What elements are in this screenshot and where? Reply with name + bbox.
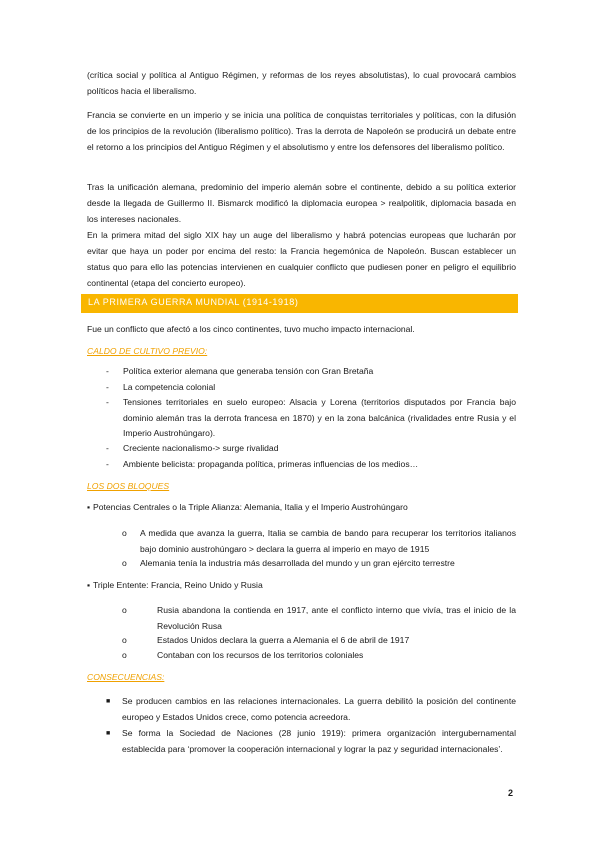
section-title: LA PRIMERA GUERRA MUNDIAL (1914-1918) xyxy=(88,297,299,307)
list-item: o Alemania tenía la industria más desarrollada del mundo y un gran ejército terrestre xyxy=(122,556,516,572)
dash-marker: - xyxy=(106,397,109,407)
subheading-caldo: CALDO DE CULTIVO PREVIO: xyxy=(87,346,208,356)
dash-marker: - xyxy=(106,459,109,469)
list-item: o Rusia abandona la contienda en 1917, ante el conflicto interno que vivía, tras el inicio de la Revolución Rusa xyxy=(122,605,516,631)
list-item: - Ambiente belicista: propaganda política, primeras influencias de los medios… xyxy=(106,457,516,473)
circle-marker: o xyxy=(122,528,127,538)
list-item: - Tensiones territoriales en suelo europeo: Alsacia y Lorena (territorios disputados por Francia bajo dominio alemán tras la derrota francesa en 1870) y en la zona balcánica (rivalidades entre Rusia y el Imperio Austrohúngaro). xyxy=(106,397,516,438)
list-item: o A medida que avanza la guerra, Italia se cambia de bando para recuperar los territorios italianos bajo dominio austrohúngaro > declara la guerra al imperio en mayo de 1915 xyxy=(122,528,516,554)
paragraph-napoleon: Francia se convierte en un imperio y se inicia una política de conquistas territoriales y políticas, con la difusión de los principios de la revolución (liberalismo político). Tras la derrota de Napoleón se producirá un debate entre el retorno a los principios del Antiguo Régimen y el absolutismo y entre los defensores del liberalismo político. xyxy=(87,110,516,152)
paragraph-concierto-europeo: En la primera mitad del siglo XIX hay un auge del liberalismo y habrá potencias europeas que lucharán por evitar que haya un poder por encima del resto: la Francia hegemónica de Napoleón. Buscan establecer un status quo para ello las potencias intervienen en cualquier conflicto que pudiesen poner en peligro el equilibrio continental (etapa del concierto europeo). xyxy=(87,230,516,288)
bloque-alianza: ▪ Potencias Centrales o la Triple Alianza: Alemania, Italia y el Imperio Austrohúngaro xyxy=(87,500,516,516)
page-number: 2 xyxy=(508,788,514,798)
square-bullet-icon: ■ xyxy=(106,730,111,737)
list-item: o Estados Unidos declara la guerra a Alemania el 6 de abril de 1917 xyxy=(122,633,516,649)
list-item: - La competencia colonial xyxy=(106,380,516,396)
dash-marker: - xyxy=(106,443,109,453)
list-item: - Política exterior alemana que generaba tensión con Gran Bretaña xyxy=(106,364,516,380)
square-bullet-icon: ■ xyxy=(106,698,111,705)
list-item: o Contaban con los recursos de los territorios coloniales xyxy=(122,648,516,664)
circle-marker: o xyxy=(122,605,127,615)
list-item: ■ Se producen cambios en las relaciones internacionales. La guerra debilitó la posición del continente europeo y Estados Unidos crece, como potencia acreedora. xyxy=(106,696,516,722)
dash-marker: - xyxy=(106,366,109,376)
list-item: ■ Se forma la Sociedad de Naciones (28 junio 1919): primera organización intergubernamental establecida para ‘promover la cooperación internacional y lograr la paz y seguridad internacionales’. xyxy=(106,728,516,754)
square-bullet-icon: ▪ xyxy=(87,502,91,512)
paragraph-ilustracion: (crítica social y política al Antiguo Régimen, y reformas de los reyes absolutistas), lo cual provocará cambios políticos hacia el liberalismo. xyxy=(87,70,516,96)
section-banner xyxy=(81,294,518,313)
square-bullet-icon: ▪ xyxy=(87,580,91,590)
paragraph-unificacion-alemana: Tras la unificación alemana, predominio del imperio alemán sobre el continente, debido a su política exterior desde la llegada de Guillermo II. Bismarck modificó la diplomacia europea > realpolitik, diplomacia basada en los intereses nacionales. xyxy=(87,182,516,224)
circle-marker: o xyxy=(122,635,127,645)
list-item: - Creciente nacionalismo-> surge rivalidad xyxy=(106,441,516,457)
section-intro: Fue un conflicto que afectó a los cinco continentes, tuvo mucho impacto internacional. xyxy=(87,324,415,334)
bloque-entente: ▪ Triple Entente: Francia, Reino Unido y Rusia xyxy=(87,578,516,594)
subheading-bloques: LOS DOS BLOQUES xyxy=(87,481,170,491)
circle-marker: o xyxy=(122,558,127,568)
circle-marker: o xyxy=(122,650,127,660)
subheading-consecuencias: CONSECUENCIAS: xyxy=(87,672,165,682)
dash-marker: - xyxy=(106,382,109,392)
